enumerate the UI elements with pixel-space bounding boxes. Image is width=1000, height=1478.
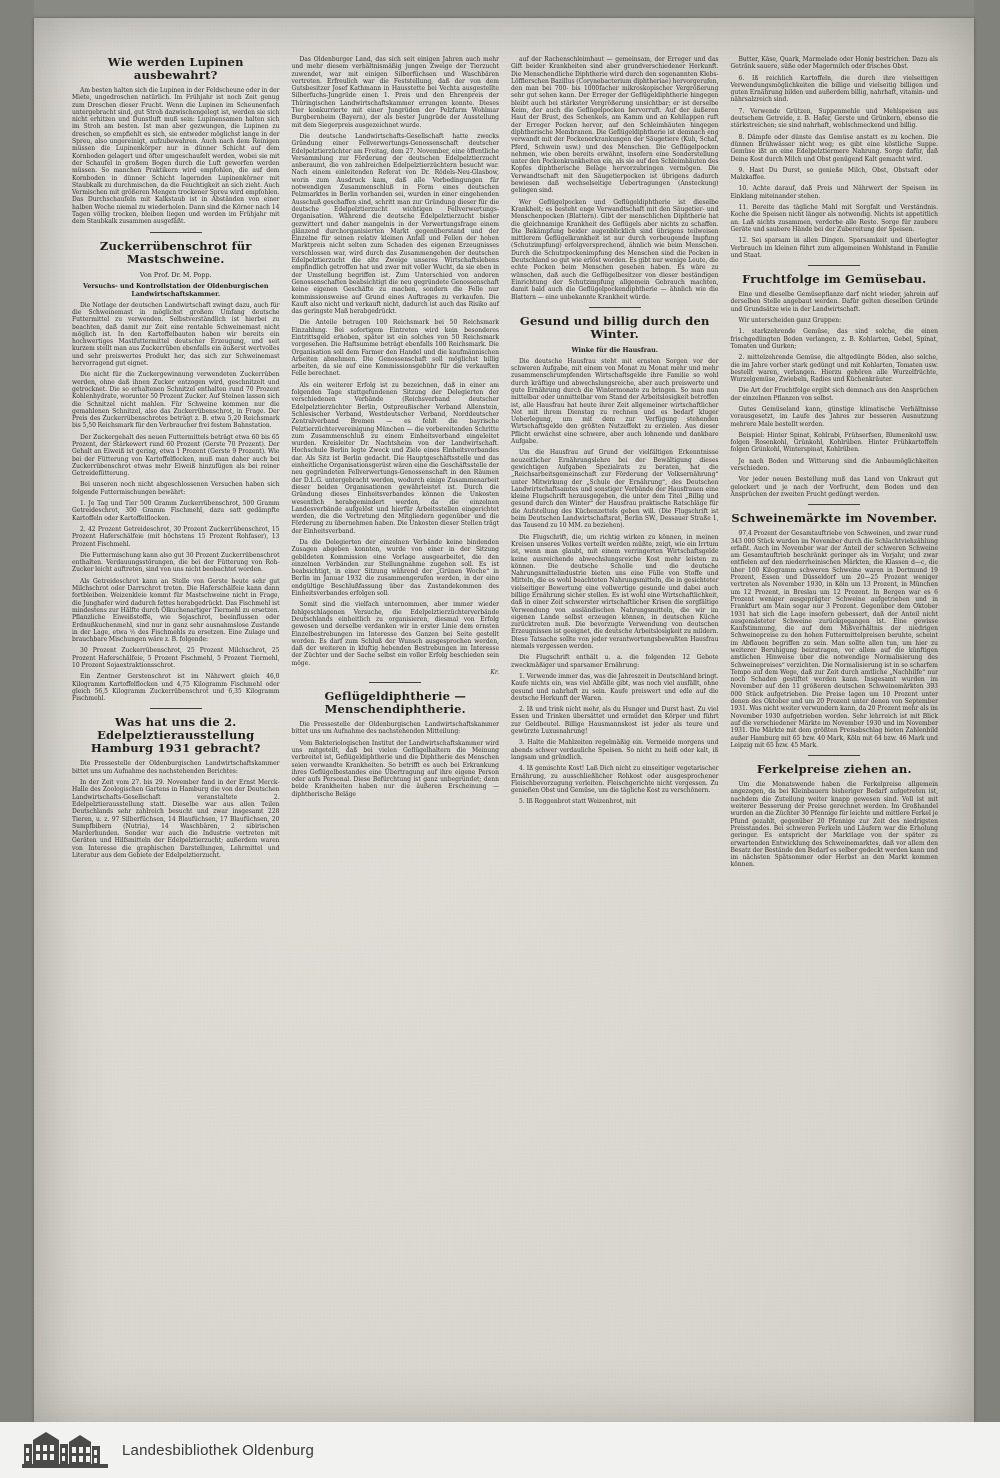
article-paragraph: Die Anteile betragen 100 Reichsmark bei 50 Reichsmark Einzahlung. Bei sofortigem Eintreten wird kein besonderes Eintrittsgeld erhoben, später ist ein solches von 50 Reichsmark vorgesehen. Die Haftsumme beträgt ebenfalls 100 Reichsmark. Die Organisation soll dem Farmer den Handel und die kaufmännischen Arbeiten abnehmen. Die Genossenschaft soll möglichst billig arbeiten, da sie auf eine Kommissionsgebühr für die verkauften Felle berechnet.: [291, 319, 499, 378]
article-paragraph: 1. Verwende immer das, was die Jahreszeit in Deutschland bringt. Kaufe nichts ein, was viel Abfälle gibt, was noch viel ausfällt, ohne gesund und nahrhaft zu sein. Kaufe preiswert und edle auf die deutsche Herkunft der Waren.: [511, 672, 719, 702]
article-paragraph: auf der Rachenschleimhaut — gemeinsam, der Erreger und das Gift beider Krankheiten sind aber grundverschiedener Herkunft. Die Menschendliche Diphtherie wird durch den sogenannten Klebs-Löfflerschen Bazillus (Corynebacterium diphtheriae) hervorgerufen, den man bei 700- bis 1000facher mikroskopischer Vergrößerung sehr gut sehen kann. Der Erreger der Geflügeldiphtherie hingegen bleibt auch bei stärkster Vergrößerung unsichtbar; er ist derselbe Keim, der auch die Geflügelpocken hervorruft. Auf der äußeren Haut der Brust, des Schenkels, am Kamm und an Kehllappen ruft der Erreger Pocken hervor, auf den Schleimhäuten hingegen diphtherische Membranen. Die Geflügeldiphtherie ist demnach eng verwandt mit der Pockenerkrankungen der Säugetiere (Kuh, Schaf, Pferd, Schwein usw.) und des Menschen. Die Geflügelpocken nehmen, wie oben bereits erwähnt, insofern eine Sonderstellung unter den Pockenkrankheiten ein, als sie auf den Schleimhäuten des Kopfes diphtherische Beläge hervorzubringen vermögen. Die Verwandtschaft mit den Säugetierpocken ist übrigens dadurch bewiesen daß wechselseitige Uebertragungen (Ansteckung) gelingen sind.: [511, 56, 719, 195]
article-paragraph: Als Getreideschrot kann an Stelle von Gerste heute sehr gut Milchschrot oder Darrschrot treten. Die Haferschälfeie kann dann fortbleiben. Weizenkleie kommt für Mastschweine nicht in Frage, die Junghafer wird dadurch fettes herabgedrückt. Das Fischmehl ist mindestens zur Hälfte durch Ölkuchenartiger Tiermehl zu ersetzen. Pflanzliche Eiweißstoffe, wie Sojaschrot, beeinflussen oder Erdnußkuchenmehl, sind nur in ganz sehr ausnahmslose Zustande in der Lage, etwa ¹⁄₅ des Fischmehls zu ersetzen. Eine Zulage und brauchbare Mischungen wäre z. B. folgende:: [72, 577, 280, 644]
article-paragraph: 9. Hast Du Durst, so genieße Milch, Obst, Obstsaft oder Malzkaffee.: [730, 166, 938, 182]
library-name-label: Landesbibliothek Oldenburg: [122, 1441, 315, 1459]
article-paragraph: 8. Dämpfe oder dünste das Gemüse anstatt es zu kochen. Die dünnen Brühwässer nicht weg; es gibt eine köstliche Suppe. Gemüse ißt an eine Edelpelztiermere Nahrung. Sorge dafür, daß Deine Kost durch Milch und Obst genügend Kalt gemacht wird.: [730, 133, 938, 163]
article-heading: Gesund und billig durch den Winter.: [519, 313, 710, 341]
article-subheading: Winke für die Hausfrau.: [571, 345, 659, 354]
article-paragraph: Die Notlage der deutschen Landwirtschaft zwingt dazu, auch für die Schweinemast in möglichst großem Umfang deutsche Futtermittel zu verwenden. Selbstverständlich ist hierbei zu beachten, daß damit zur Zeit eine rentable Schweinemast nicht möglich ist. In den Kartoffelbauten haben wir bereits ein hochwertiges Mastfuttermittel deutscher Erzeugung, und seit kurzem stellt man aus Zuckerrüben ebenfalls ein äußerst wertvolles und sehr preiswertes Produkt her, das sich zur Schweinemast hervorragend gut eignet.: [72, 301, 280, 368]
article-paragraph: 10. Achte darauf, daß Preis und Nährwert der Speisen im Einklang miteinander stehen.: [730, 185, 938, 200]
article-paragraph: Wer Geflügelpocken und Geflügeldiphtherie ist dieselbe Krankheit; es besteht enge Verwandtschaft mit den Säugetier- und Menschenpocken (Blattern). Gibt der menschlichen Diphtherie hat die gleichnamige Krankheit des Geflügels aber nichts zu schaffen. Die Bekämpfung beider augenblicklich sind übrigens teilweisen mittlerem Geflügelkrankheit ist nur durch vorbeugende Impfung (Schutzimpfung) erfolgversprechend, ähnlich wie beim Menschen. Durch die Schutzpockenimpfung des Menschen sind die Pocken in Deutschland so gut wie erlöst worden. Es gibt nur wenige Leute, die echte Pocken beim Menschen gesehen haben. Es wäre zu wünschen, daß auch die Geflügelbesitzer von dieser beständigen Einrichtung der Schutzimpfung allgemein Gebrauch machten, damit bald auch die Geflügelpockendiphtherie — ähnlich wie die Blattern — eine unbekannte Krankheit würde.: [511, 198, 719, 301]
section-divider: [150, 708, 202, 709]
newspaper-column-grid: [72, 56, 938, 1336]
article-paragraph: Die Pressestelle der Oldenburgischen Landwirtschaftskammer bittet uns um Aufnahme des nachstehenden Mitteilung:: [291, 721, 499, 736]
article-signature: Kr.: [490, 669, 499, 677]
article-paragraph: 6. Iß reichlich Kartoffeln, die durch ihre vielseitigen Verwendungsmöglichkeiten die billige und vielseitig billigen und guten Ernährung bilden und außerdem billig, nahrhaft, vitamin- und nährsalzreich sind.: [730, 74, 938, 104]
article-paragraph: Eine und dieselbe Gemüsepflanze darf nicht wieder, jahrein auf derselben Stelle angebaut werden. Dafür gelten dieselben Gründe und Grundsätze wie in der Landwirtschaft.: [730, 291, 938, 313]
article-paragraph: 30 Prozent Zuckerrübenschrot, 25 Prozent Milchschrot, 25 Prozent Haferschälfeie, 5 Prozent Fischmehl, 5 Prozent Tiermehl, 10 Prozent Sojaextraktionsschrot.: [72, 647, 280, 669]
article-paragraph: Als ein weiterer Erfolg ist zu bezeichnen, daß in einer am folgenden Tage stattgefundenen Sitzung der Delegierten der verschiedenen Verbände (Reichsverband deutscher Edelpelztierzüchter Berlin, Ostpreußischer Verband Allenstein, Schlesischer Verband, Westdeutscher Verband, Norddeutscher Zentralverband Bremen — es fehlt die bayrische Pelztierzüchtervereinigung München — die vorbereitenden Schritte zum Zusammenschluß zu einem Einheitsverband eingeleitet wurden. Kreisleiter Dr. Nachtsheim von der Landwirtschaft. Hochschule Berlin legte Zweck und Ziele eines Einheitsverbandes dar. Als Sitz ist Berlin gedacht. Die Hauptgeschäftsstelle und das einheitliche Organisationsgerüst wären eine die Geschäftsstelle der neu gegründeten Fellverwertungs-Genossenschaft in den Räumen der D.L.G. untergebracht werden, wodurch einige Zusammenarbeit dieser beiden Organisationen gewährleistet ist. Durch die Gründung dieses Einheitsverbandes können die Unkosten wesentlich herabgemindert werden, da die einzelnen Landesverbände aufgelöst und hierfür Arbeitsstellen eingerichtet werden, die die Vertretung den Mitgliedern gegenüber und die Förderung zu übernehmen haben. Die Unkosten dieser Stellen trägt der Einheitsverband.: [291, 381, 499, 535]
article-paragraph: Je nach Boden und Witterung sind die Anbaumöglichkeiten verschieden.: [730, 457, 938, 473]
article-heading: Schweinemärkte im November.: [731, 511, 938, 526]
library-building-icon: [22, 1430, 108, 1470]
article-paragraph: Die Flugschrift enthält u. a. die folgenden 12 Gebote zweckmäßiger und sparsamer Ernährung:: [511, 654, 719, 669]
article-paragraph: Die Flugschrift, die, um richtig wirken zu können, in meinen Kreisen unseres Volkes verteilt werden müßte, zeigt, wie ein Irrtum ist, wenn man glaubt, mit einem verringerten Wirtschaftsgelde keine ausreichende abwechslungsreiche Kost mehr leisten zu können. Die deutsche Scholle und die deutsche Nahrungsmittelindustrie bieten uns eine Fülle von Stoffe und Mitteln, die es wohl beachteten Nahrungsmitteln, die in gesichteter vielseitiger Bewertung eine vollwertige gesunde und dabei auch billige Ernährung sicher stellen. Es ist wohl eine Wirtschaftlichkeit, daß in einer Zeit schwerster wirtschaftlicher Krisen die sorgfältige Verwendung von ausländischen Nahrungsmitteln, die wir im eigenen Lande selbst erzeugen können, in deutschen Küche zurücktreten muß. Die bevorzugte Verwendung von deutschen Erzeugnissen ist geeignet, die deutsche Arbeitslosigkeit zu mildern. Diese Tatsache sollte von jeder verantwortungsbewußten Hausfrau niemals vergessen werden.: [511, 533, 719, 651]
article-paragraph: Die deutsche Hausfrau steht mit ernsten Sorgen vor der schweren Aufgabe, mit einem von Monat zu Monat mehr und mehr zusammenschrumpfenden Wirtschaftsgelde ihre Familie so wohl durch kräftige und abwechslungsreiche, aber auch preiswerte und gute Ernährung durch die Wintermonate zu bringen. So man nun mittelbar oder unmittelbar vom Stand der Arbeitslosigkeit betroffen ist, alle Hausfrau hat heute ihrer Zeit allgemeiner wirtschaftlicher Not mit ihrem Dienstag zu rechnen und es bedarf kluger Ueberlegung, um mit dem zur Verfügung stehenden Wirtschaftsgelde den größten Nutzeffekt zu erzielen. Aus dieser Pflicht erwächst eine schwere, aber auch lohnende und dankbare Aufgabe.: [511, 357, 719, 446]
article-paragraph: 97,4 Prozent der Gesamtauftriebe von Schweinen, und zwar rund 343 000 Stück wurden im November durch die Schlachtviehzählung erfaßt. Auch im November war der Anteil der schweren Schweine am Gesamtauftrieb beschränkt geringer als im Vorjahr, und zwar entfielen auf den niederrheinischen Märkten, die Klassen d—c, die über 100 Kilogramm schweren Schweine waren in Dortmund 19 Prozent, Essen und Düsseldorf um 20—25 Prozent weniger vertreten als November 1930, in Köln um 13 Prozent, in München um 12 Prozent, in Breslau um 12 Prozent. In Bergen war es 6 Prozent weniger ausgeprägter Schweine aufgetrieben und in Frankfurt am Main sogar nur 3 Prozent. Gegenüber dem Oktober 1931 hat sich die Lage insofern gebessert, daß der Anteil nicht ausgemästeter Schweine zurückgegangen ist. Eine gewisse Kaufstimmung, die auf dem Mißverhältnis der niedrigen Schweinepreise zu den hohen Futtermittelpreisen beruhte, scheint im Abflauen begriffen zu sein. Man sollte allen tun, um hier zu weiterer Beruhigung beizutragen, vor allem auf die künftigen amtlichen Hinweise über die notwendige Normalisierung des Schweinepreises“ verzichten. Die Normalisierung ist in so scharfem Tempo auf dem Wege, daß zur Zeit durch amtliche „Nachhilfe“ nur noch Schaden gestiftet werden kann. Insgesamt wurden im November auf den 11 größeren deutschen Schweinemärkten 393 000 Stück aufgetrieben. Die Preise lagen um 10 Prozent unter denen des Oktober und um 20 Prozent unter denen von September 1931. Was nicht weiter verwundern kann, da 20 Prozent mehr als im November 1930 aufgetrieben worden. Sehr lehrreich ist mit Blick auf die verschiedener Märkte im November 1930 und im November 1931. Die Märkte mit dem größten Preisabschlag bieten Zahlenbild außer Hamburg mit 65 bzw. 40 Mark, Köln mit 64 bzw. 46 Mark und Leipzig mit 65 bzw. 45 Mark.: [730, 530, 938, 749]
article-heading: Geflügeldiphtherie — Menschendiphtherie.: [324, 689, 467, 717]
article-paragraph: Ein Zentner Gerstenschrot ist im Nährwert gleich 46,0 Kilogramm Kartoffelflocken und 4,75 Kilogramm Fischmehl oder gleich 56,5 Kilogramm Zuckerrübenschrot und 6,35 Kilogramm Fischmehl.: [72, 673, 280, 703]
article-paragraph: 11. Bereite das tägliche Mahl mit Sorgfalt und Verständnis. Koche die Speisen nicht länger als notwendig. Nichts ist appetitlich an. Laß nichts zusammen, verderbe alle Reste. Sorge für zaubere Geräte und saubere Hände bei der Zubereitung der Speisen.: [730, 204, 938, 233]
section-divider: [808, 755, 860, 756]
article-heading: Wie werden Lupinen ausbewahrt?: [107, 55, 244, 82]
column-1: [72, 56, 280, 1336]
article-paragraph: Vom Bakteriologischen Institut der Landwirtschaftskammer wird uns mitgeteilt, daß bei vielen Geflügelhaltern die Meinung verbreitet ist, Geflügeldiphtherie und die Diphtherie des Menschen seien verwandte Krankheiten. So betrifft es auch bei Erkrankung ihres Geflügelbestandes eine Übertragung auf ihre eigene Person oder aufs Personal. Diese Befürchtung ist ganz unbegründet; denn beide Krankheiten haben nur die äußeren Erscheinung — diphtherische Beläge: [291, 739, 499, 798]
article-paragraph: In der Zeit vom 27. bis 29. November fand in der Ernst Merck-Halle des Zoologischen Gartens in Hamburg die von der Deutschen Landwirtschafts-Gesellschaft veranstaltete 2. Edelpelztierausstellung statt. Dieselbe war aus allen Teilen Deutschlands sehr zahlreich besucht und zwar insgesamt 228 Tieren, u. z. 97 Silberfüchsen, 14 Blaufüchsen, 17 Blaufüchsen, 20 Sumpfbibern (Nutria), 14 Waschbären, 2 sibirischen Marderhunden. Sonder war auch die Industrie vertreten mit Geräten und Hilfsmitteln der Edelpelztierzucht; außerdem waren von Interesse die graphischen Darstellungen, Lehrmittel und Literatur aus dem Gebiete der Edelpelztierzucht.: [72, 779, 280, 860]
article-paragraph: Der Zuckergehalt des neuen Futtermittels beträgt etwa 60 bis 65 Prozent, der Stärkewert rund 60 Prozent (Gerste 70 Prozent). Der Gehalt an Eiweiß ist gering, etwa 1 Prozent (Gerste 9 Prozent). Wie bei der Fütterung von Kartoffelflocken, muß man daher auch bei Zuckerrübenschrot etwas mehr Eiweiß hinzufügen als bei reiner Getreidefütterung.: [72, 433, 280, 478]
article-paragraph: 7. Verwende Grützen, Suppenmehle und Mehlspeisen aus deutschem Getreide, z. B. Hafer, Gerste und Grünkern, ebenso die stärkstreichen; sie sind nahrhaft, wohlschmeckend und billig.: [730, 107, 938, 130]
scan-left-edge: [0, 0, 34, 1478]
article-paragraph: 5. Iß Roggenbrot statt Weizenbrot, mit: [519, 798, 636, 806]
article-paragraph: 1. starkzehrende Gemüse, das sind solche, die einen frischgedüngten Boden verlangen, z. B. Kohlarten, Gebel, Spinat, Tomaten und Gurken;: [730, 328, 938, 350]
column-3: [511, 56, 719, 1336]
section-divider: [589, 307, 641, 308]
article-subheading: Versuchs- und Kontrollstation der Oldenburgischen Landwirtschaftskammer.: [82, 281, 269, 298]
article-paragraph: Bei unseren noch nicht abgeschlossenen Versuchen haben sich folgende Futtermischungen bewährt:: [72, 481, 280, 496]
article-paragraph: Die nicht für die Zuckergewinnung verwendeten Zuckerrüben werden, ohne daß ihnen Zucker entzogen wird, geschnitzelt und getrocknet. Die so erhaltenen Schnitzel enthalten rund 70 Prozent Kohlenhydrate, worunter 50 Prozent Zucker. Auf Steinen lassen sich die Schnitzel nicht mahlen. Für Schweine kommen nur die gemahlenen Schnitzel, also das Zuckerrübenschrot, in Frage. Der Preis des Zuckerrübenschrotes beträgt z. B. etwa 5,20 Reichsmark bis 5,50 Reichsmark für den Verbraucher frei festem Bahnstation.: [72, 371, 280, 430]
column-2: [292, 56, 500, 1336]
article-heading: Fruchtfolge im Gemüsebau.: [742, 272, 927, 287]
article-paragraph: Butter, Käse, Quark, Marmelade oder Honig bestrichen. Dazu als Getränk sauere, süße oder Magermilch oder frisches Obst.: [730, 56, 938, 71]
article-heading: Zuckerrübenschrot für Mastschweine.: [99, 238, 252, 266]
article-paragraph: 12. Sei sparsam in allen Dingen. Sparsamkeit und überlegter Verbrauch im kleinen führt zum allgemeinen Wohlstand in Familie und Staat.: [730, 237, 938, 259]
scan-right-edge: [974, 0, 1000, 1478]
article-paragraph: Die Futtermischung kann also gut 30 Prozent Zuckerrübenschrot enthalten. Verdauungsstörungen, die bei der Fütterung von Roh-Zucker leicht auftreten, sind von uns nicht beobachtet worden.: [72, 551, 280, 574]
article-paragraph: 2. Iß und trink nicht mehr, als du Hunger und Durst hast. Zu viel Essen und Trinken übersättet und ermüdet den Körper und führt zur Geldbeutel. Billige Hausmannskost ist jeder als teure und gewürzte Luxusnahrung!: [511, 706, 719, 736]
newspaper-page: [34, 18, 974, 1438]
article-paragraph: Die Pressestelle der Oldenburgischen Landwirtschaftskammer bittet uns um Aufnahme des nachstehenden Berichtes:: [72, 760, 280, 775]
article-paragraph: 2. 42 Prozent Getreideschrot, 30 Prozent Zuckerrübenschrot, 15 Prozent Haferschälfeie (mit höchstens 15 Prozent Rohfaser), 13 Prozent Fischmehl.: [72, 525, 280, 548]
section-divider: [808, 265, 860, 266]
article-paragraph: Vor jeder neuen Bestellung muß das Land von Unkraut gut gelockert und je nach der Vorfrucht, dem Boden und den Ansprüchen der zweiten Frucht gedüngt werden.: [730, 476, 938, 498]
article-paragraph: Somit sind die vielfach unternommen, aber immer wieder fehlgeschlagenen Versuche, die Edelpelztierzüchterverbände Deutschlands einheitlich zu organisieren, diesmal von Erfolg gewesen und derselbe verdanken wir in erster Linie dem ernsten Einzelbestrebungen im Interesse des Ganzen bei Seite gestellt worden. Es darf zum Schluß der Wunsch ausgesprochen werden, daß der weiteren in kluftig hebenden Bestrebungen im Interesse der Züchter und der Sache selbst ein voller Erfolg beschieden sein möge.: [291, 601, 499, 667]
article-paragraph: 3. Halte die Mahlzeiten regelmäßig ein. Vermeide morgens und abends schwer verdauliche Speisen. So nicht zu heiß oder kalt, iß langsam und gründlich.: [511, 739, 719, 761]
article-byline: Von Prof. Dr. M. Popp.: [139, 270, 212, 279]
article-paragraph: 4. Iß gemischte Kost! Laß Dich nicht zu einseitiger vegetarischer Ernährung, zu ausschließlicher Rohkost oder ausgesprochener Fleischbevorzugung verleiten. Fleischgerichte nicht vergessen. Zu genießen Obst und Gemüse, um die tägliche Kost zu verschönern.: [511, 765, 719, 795]
article-paragraph: Gutes Gemüseland kann, günstige klimatische Verhältnisse vorausgesetzt, im Laufe des Jahres zur besseren Ausnutzung mehrere Male bestellt werden.: [730, 405, 938, 428]
article-paragraph: Um die Hausfrau auf Grund der vielfältigen Erkenntnisse neuzeitlicher Ernährungslehre bei der Bewältigung dieses gewichtigen Aufgaben Spezialrats zu beraten, hat die „Reichsarbeitsgemeinschaft zur Förderung der Volksernährung“ unter Mitwirkung der „Schule der Ernährung“, des Deutschen Landwirtschaftsamtes und sonstiger Verbände der Hausfrauen eine kleine Flugschrift herausgegeben, die unter dem Titel „Billig und gesund durch den Winter“ der Hausfrau praktische Ratschläge für die Aufstellung des Küchenzettels geben will. (Die Flugschrift ist beim Deutschen Landwirtschaftsrat, Berlin SW., Dessauer Straße 1, das Tausend zu 10 MM. zu beziehen).: [511, 449, 719, 530]
article-heading: Was hat uns die 2. Edelpelztierausstellung Hamburg 1931 gebracht?: [90, 715, 261, 756]
article-paragraph: Um die Monatswende haben die Ferkelpreise allgemein angezogen, da bei Kleinbauern bisheriger Bedarf aufgetreten ist, nachdem die Zuteilung weiter knapp gewesen sind. Voll ist mit weiterer Besserung der Preise gerechnet werden. Im Großhandel wurden an die Züchter 30 Pfennige für leichte und mittlere Ferkel je Pfund gezahlt, gegenüber 20 Pfennige zur Zeit des niedrigsten Preisstandes. Bei schweren Ferkeln und Läufern war die Erholung geringer. Es entspricht der Marktlage von der später zu erwartenden Entwicklung des Schweinemarktes, daß vor allem den Besatz der Bestände den Bedarf es selber gedeckt werden kann und im nächsten Spätsommer oder Herbst an den Markt kommen können.: [730, 781, 938, 869]
article-paragraph: Die deutsche Landwirtschafts-Gesellschaft hatte zwecks Gründung einer Fellverwertungs-Genossenschaft deutscher Edelpelztierzüchter am Freitag, dem 27. November, eine öffentliche Versammlung zur Förderung der deutschen Edelpelztierzucht anberaumt, die von zahlreichen Edelpelztierzüchtern besucht war. Nach einem einleitenden Referat von Dr. Rödels-Neu-Glasbow, worin zum Ausdruck kam, daß alle Vorbedingungen für notwendigen Zusammenschluß in Form eines deutschen Pelzmarktes in Berlin vorhanden sei, wurden in einer eingehenden Ausschuß geschaffen sind, schritt man zur Gründung dieser für die deutsche Edelpelztierzucht wichtigen Fellverwertungs-Organisation. Während die deutsche Edelpelztierzucht bisher gezwittert und daher mangelnis in der Verwertungsfrage einem glänzend durchorganisierten Markt gegenüberstand und der Einzelne für seinen relativ kleinen Anfall und Fellen der hohen Marktpreis nicht selten zum Schaden des eigenen Erzeugnisses verschlossen war, wird durch das Zusammengehen der deutschen Edelpelztierzucht die alte Zweige unseres Wirtschaftslebens empfindlich getroffen hat und zwar mit voller Wucht, da sie eben in der Umstellung begriffen ist. Zum Unterschied von anderen Genossenschaften beabsichtigt die neu gegründete Genossenschaft keine eigenen Geschäfte zu machen, sondern die Felle nur kommissionsweise auf Grund eines Auftrages zu verkaufen. Die Kauft also nicht und verkauft nicht, dadurch ist auch das Risiko auf das geringste Maß herabgedrückt.: [291, 132, 499, 316]
article-paragraph: Die Art der Fruchtfolge ergibt sich demnach aus den Ansprüchen der einzelnen Pflanzen von selbst.: [730, 387, 938, 402]
article-paragraph: 1. Je Tag und Tier 500 Gramm Zuckerrübenschrot, 500 Gramm Getreideschrot, 300 Gramm Fischmehl, dazu satt gedämpfte Kartoffeln oder Kartoffelflocken.: [72, 500, 280, 522]
article-paragraph: 2. mittelzehrende Gemüse, die altgedüngte Böden, also solche, die im Jahre vorher stark gedüngt und mit Kohlarten, Tomaten usw. bestellt waren, verlangen. Hierzu gehören alle Wurzelfrüchte, Wurzelgemüse, Zwiebeln, Radies und Küchenkräuter.: [730, 354, 938, 384]
article-paragraph: Am besten halten sich die Lupinen in der Feldscheune oder in der Miete, ungedroschen natürlich. Im Frühjahr ist noch Zeit genug zum Dreschen dieser Frucht. Wenn die Lupinen im Scheunenfach untergebracht sind, gut Stroh dazwischengelegt ist, werden sie sich nicht erhitzen und Dunstluft muß sein: Lupinensamen halten sich im Stroh am besten. Ist man aber gezwungen, die Lupinen zu dreschen, so empfiehlt es sich, sie entweder möglichst lange in der Spreu, also ungereinigt, aufzubewahren. Auch nach dem Reinigen müssen die Lupinenkörper nur in dünner Schicht auf dem Kornboden gelagert und öfter umgeschaufelt werden, wobei sie mit der Schaufel in großem Bogen durch die Luft geworfen werden müssen. So manchen Praktikern wird empfohlen, die auf dem Kornboden in dünner Schicht lagernden Lupinenkörner mit Staubkalk zu durchmischen, da die Feuchtigkeit an sich zieht. Auch Vermischen mit größeren Mengen trockener Spreu wird empfohlen. Das Durchschaufeln mit Kalkstaub ist in Abständen von einer halben Woche niemal zu wiederholen. Dann sind die Körner nach 14 Tagen völlig trocken, bleiben liegen und werden im Frühjahr mit dem Staubkalk zusammen ausgefäßt.: [72, 87, 280, 226]
article-paragraph: Da die Delegierten der einzelnen Verbände keine bindenden Zusagen abgeben konnten, wurde von einer in der Sitzung gebildeten Kommission eine Vorlage ausgearbeitet, die den einzelnen Verbänden zur Stellungnahme zugehen soll. Es ist beabsichtigt, in einer Sitzung während der „Grünen Woche“ in Berlin im Januar 1932 die zusammengerufen werden, in der eine endgültige Beschlußfassung über das Zustandekommen des Einheitsverbandes erfolgen soll.: [291, 539, 499, 598]
library-footer-band: [0, 1422, 1000, 1478]
article-paragraph: Das Oldenburger Land, das sich seit einigen Jahren auch mehr und mehr diesem verhältnismäßig jungen Zweige der Tierzucht zuwendet, war mit einigen Silberfüchsen und Waschbären vertreten. Erfreulich war die Feststellung, daß der von dem Gutsbesitzer Josef Kathmann in Hausstette bei Vechta ausgestellte Silberfuchs-Jungrüde einen 1. Preis und den Ehrenpreis der Thüringischen Landwirtschaftskammer errungen konnte. Dieses Tier konkurrierte mit einer Jungrüden der Pelzfarm Wohlmar Burgbernheim (Bayern), der als bester Jungrüde der Ausstellung mit dem Siegerpreis ausgezeichnet wurde.: [291, 56, 499, 129]
section-divider: [369, 682, 421, 683]
section-divider: [150, 232, 202, 233]
article-paragraph: Wir unterscheiden ganz Gruppen:: [738, 317, 842, 325]
section-divider: [808, 504, 860, 505]
article-paragraph: Beispiel: Hinter Spinat, Kohlrabi, Frühserfsen, Blumenkohl usw. folgen Rosenkohl, Grünkohl, Kohlrüben. Hinter Frühkartoffeln folgen Grünkohl, Winterspinat, Kohlrüben.: [730, 431, 938, 454]
article-heading: Ferkelpreise ziehen an.: [756, 762, 912, 777]
column-4: [731, 56, 939, 1336]
